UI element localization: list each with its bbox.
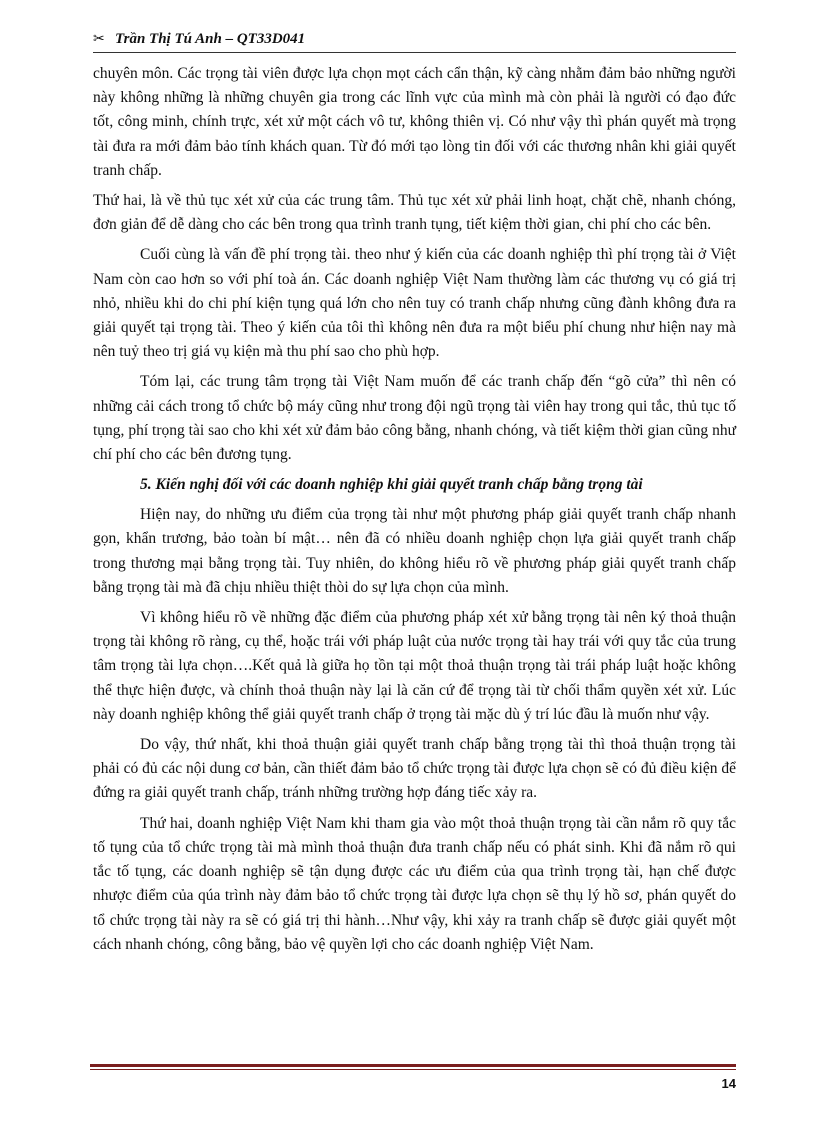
paragraph-continuation: chuyên môn. Các trọng tài viên được lựa chọn mọt cách cẩn thận, kỹ càng nhằm đảm bảo những người này không những là những chuyên gia trong các lĩnh vực của mình mà còn phải là người có đạo đức tốt, công minh, chính trực, xét xử một cách vô tư, không thiên vị. Có như vậy thì phán quyết mà trọng tài đưa ra mới đảm bảo tính khách quan. Từ đó mới tạo lòng tin đối với các thương nhân khi giải quyết tranh chấp.: [93, 65, 736, 179]
paragraph-misunderstanding: Vì không hiểu rõ về những đặc điểm của phương pháp xét xử bằng trọng tài nên ký thoả thuận trọng tài không rõ ràng, cụ thể, hoặc trái với pháp luật của nước trọng tài hay trái với quy tắc của trung tâm trọng tài lựa chọn….Kết quả là giữa họ tồn tại một thoả thuận trọng tài trái pháp luật hoặc không thể thực hiện được, và chính thoả thuận này lại là căn cứ để trọng tài từ chối thẩm quyền xét xử. Lúc này doanh nghiệp không thể giải quyết tranh chấp ở trọng tài mặc dù ý trí lúc đầu là muốn như vậy.: [93, 609, 736, 723]
paragraph-summary: Tóm lại, các trung tâm trọng tài Việt Nam muốn để các tranh chấp đến “gõ cửa” thì nên có những cải cách trong tổ chức bộ máy cũng như trong đội ngũ trọng tài viên hay trong qui tắc, thủ tục tố tụng, phí trọng tài sao cho khi xét xử đảm bảo công bằng, nhanh chóng, và tiết kiệm thời gian cũng như chí phí cho các bên đương tụng.: [93, 373, 736, 464]
footer-rule-thick: [90, 1064, 736, 1067]
section-heading: 5. Kiến nghị đối với các doanh nghiệp khi giải quyết tranh chấp bằng trọng tài: [140, 476, 643, 494]
header-author: Trần Thị Tú Anh – QT33D041: [115, 31, 306, 47]
page-number: 14: [721, 1076, 736, 1091]
paragraph-first-recommendation: Do vậy, thứ nhất, khi thoả thuận giải quyết tranh chấp bằng trọng tài thì thoả thuận trọng tài phải có đủ các nội dung cơ bản, cần thiết đảm bảo tổ chức trọng tài được lựa chọn sẽ có đủ điều kiện để đứng ra giải quyết tranh chấp, tránh những trường hợp đáng tiếc xảy ra.: [93, 736, 736, 802]
paragraph-second-recommendation: Thứ hai, doanh nghiệp Việt Nam khi tham gia vào một thoả thuận trọng tài cần nắm rõ quy tắc tố tụng của tổ chức trọng tài mà mình thoả thuận đưa tranh chấp nếu có phát sinh. Khi đã nắm rõ qui tắc tố tụng, các doanh nghiệp sẽ tận dụng được các ưu điểm của qua trình trọng tài, hạn chế được nhược điểm của qúa trình này đảm bảo tổ chức trọng tài được lựa chọn sẽ thụ lý hồ sơ, phán quyết do tổ chức trọng tài này ra sẽ có giá trị thi hành…Như vậy, khi xảy ra tranh chấp sẽ được giải quyết một cách nhanh chóng, công bằng, bảo vệ quyền lợi cho các doanh nghiệp Việt Nam.: [93, 814, 736, 953]
paragraph-procedure: Thứ hai, là về thủ tục xét xử của các trung tâm. Thủ tục xét xử phải linh hoạt, chặt chẽ, nhanh chóng, đơn giản để dễ dàng cho các bên trong qua trình tranh tụng, tiết kiệm thời gian, chi phí cho các bên.: [93, 192, 736, 234]
footer-rule-thin: [90, 1069, 736, 1070]
paragraph-current-situation: Hiện nay, do những ưu điểm của trọng tài như một phương pháp giải quyết tranh chấp nhanh gọn, khẩn trương, bảo toàn bí mật… nên đã có nhiều doanh nghiệp chọn lựa giải quyết tranh chấp trong thương mại bằng trọng tài. Tuy nhiên, do không hiểu rõ về phương pháp giải quyết tranh chấp bằng trọng tài mà đã chịu nhiều thiệt thòi do sự lựa chọn của mình.: [93, 506, 736, 596]
page-header: [93, 30, 736, 53]
scissors-icon: ✂: [93, 32, 105, 47]
document-body: [93, 62, 736, 963]
paragraph-fees: Cuối cùng là vấn đề phí trọng tài. theo như ý kiến của các doanh nghiệp thì phí trọng tài ở Việt Nam còn cao hơn so với phí toà án. Các doanh nghiệp Việt Nam thường làm các thương vụ có giá trị nhỏ, nhiều khi do chi phí kiện tụng quá lớn cho nên tuy có tranh chấp nhưng cũng đành không đưa ra giải quyết tại trọng tài. Theo ý kiến của tôi thì không nên đưa ra một biểu phí chung như hiện nay mà nên tuỷ theo trị giá vụ kiện mà thu phí sao cho phù hợp.: [93, 246, 736, 361]
